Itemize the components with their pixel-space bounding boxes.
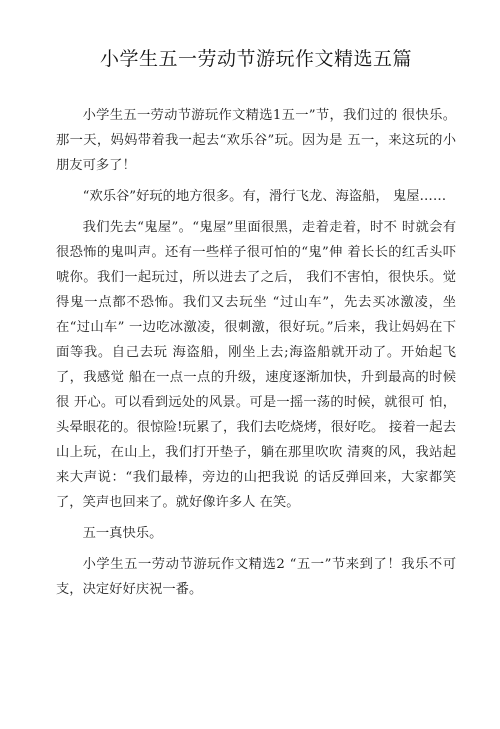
paragraph-attractions: “欢乐谷”好玩的地方很多。有，滑行飞龙、海盗船， 鬼屋…… (82, 189, 447, 204)
paragraph-haunted-house: 我们先去“鬼屋”。“鬼屋”里面很黑，走着走着，时不 时就会有很恐怖的鬼叫声。还有一些样子很可怕的“鬼”伸 着长长的红舌头吓唬你。我们一起玩过，所以进去了之后， 我们不害怕，很快乐。觉得鬼一点都不恐怖。我们又去玩坐 “过山车”，先去买冰激凌，坐在“过山车” 一边吃冰激凌，很刺激，很好玩。”后来，我让妈妈在下面等我。自己去玩 海盗船，刚坐上去;海盗船就开动了。开始起飞了，我感觉 船在一点一点的升级，速度逐渐加快，升到最高的时候很 开心。可以看到远处的风景。可是一摇一荡的时候，就很可 怕，头晕眼花的。很惊险!玩累了，我们去吃烧烤，很好吃。 接着一起去山上玩，在山上，我们打开垫子，躺在那里吹吹 清爽的风，我站起来大声说：“我们最棒，旁边的山把我说 的话反弹回来，大家都笑了，笑声也回来了。就好像许多人 在笑。 (56, 220, 456, 510)
paragraph-conclusion: 五一真快乐。 (82, 526, 163, 541)
paragraph-essay-2: 小学生五一劳动节游玩作文精选2 “五一”节来到了！我乐不可支，决定好好庆祝一番。 (56, 557, 456, 597)
paragraph-intro: 小学生五一劳动节游玩作文精选1五一”节，我们过的 很快乐。那一天，妈妈带着我一起去“欢乐谷”玩。因为是 五一，来这玩的小朋友可多了！ (56, 108, 456, 173)
document-title: 小学生五一劳动节游玩作文精选五篇 (99, 48, 412, 70)
